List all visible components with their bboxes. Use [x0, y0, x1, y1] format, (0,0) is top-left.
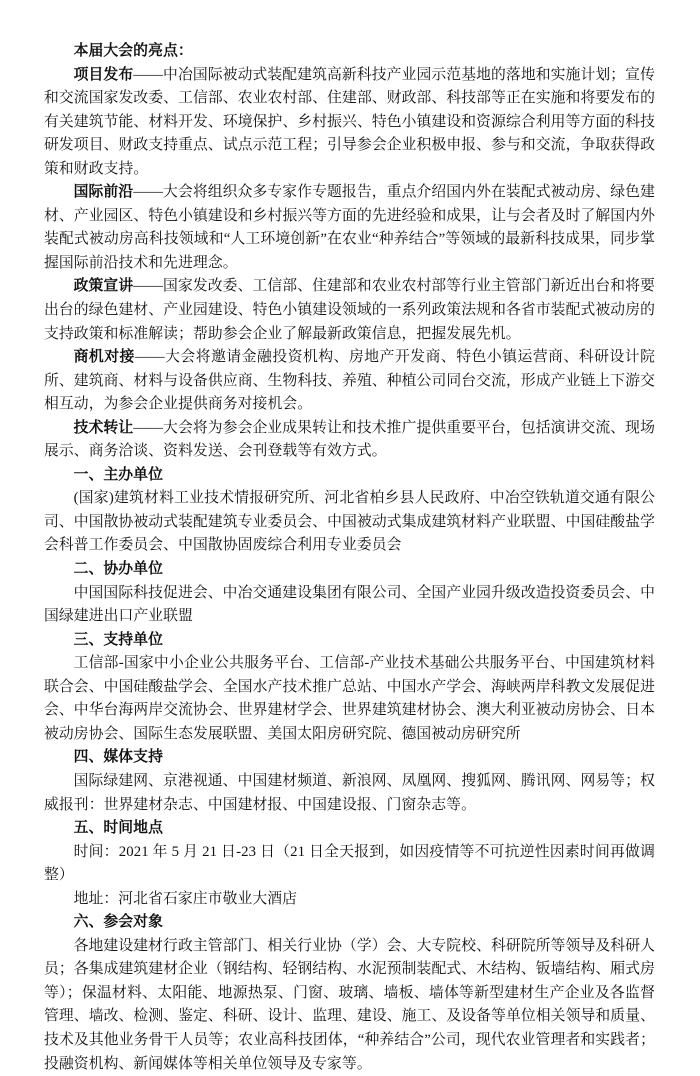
- highlight-paragraph-international-frontier: [44, 181, 655, 275]
- section-heading-supporting-units: 三、支持单位: [73, 631, 163, 648]
- highlight-text-technology-transfer: ——大会将为参会企业成果转让和技术推广提供重要平台，包括演讲交流、现场展示、商务洽谈、资料发送、会刊登载等有效方式。: [44, 419, 655, 460]
- highlight-paragraph-project-release: [44, 64, 655, 182]
- highlight-lead-international-frontier: 国际前沿: [73, 184, 134, 201]
- section-paragraph-co-organizers: 中国国际科技促进会、中冶交通建设集团有限公司、全国产业园升级改造投资委员会、中国绿建进出口产业联盟: [44, 584, 655, 625]
- highlight-lead-project-release: 项目发布: [73, 66, 134, 83]
- highlight-text-policy-briefing: ——国家发改委、工信部、住建部和农业农村部等行业主管部门新近出台和将要出台的绿色建材、产业园建设、特色小镇建设领域的一系列政策法规和各省市装配式被动房的支持政策和标准解读；帮助参会企业了解最新政策信息，把握发展先机。: [44, 278, 655, 342]
- section-paragraph-address: 地址：河北省石家庄市敬业大酒店: [73, 890, 298, 907]
- section-paragraph-media-support: 国际绿建网、京港视通、中国建材频道、新浪网、凤凰网、搜狐网、腾讯网、网易等；权威报刊：世界建材杂志、中国建材报、中国建设报、门窗杂志等。: [44, 772, 655, 813]
- section-paragraph-participants: 各地建设建材行政主管部门、相关行业协（学）会、大专院校、科研院所等领导及科研人员；各集成建筑建材企业（钢结构、轻钢结构、水泥预制装配式、木结构、钣墙结构、厢式房等）；保温材料、太阳能、地源热泵、门窗、玻璃、墙板、墙体等新型建材生产企业及各监督管理、墙改、检测、鉴定、科研、设计、监理、建设、施工、及设备等单位相关领导和质量、技术及其他业务骨干人员等；农业高科技团体，“种养结合”公司，现代农业管理者和实践者；投融资机构、新闻媒体等相关单位领导及专家等。: [44, 937, 655, 1072]
- section-heading-participants: 六、参会对象: [73, 914, 163, 931]
- section-paragraph-organizers: (国家)建筑材料工业技术情报研究所、河北省柏乡县人民政府、中冶空铁轨道交通有限公司、中国散协被动式装配建筑专业委员会、中国被动式集成建筑材料产业联盟、中国硅酸盐学会科普工作委员会、中国散协固废综合利用专业委员会: [44, 490, 655, 554]
- highlights-title: 本届大会的亮点：: [73, 43, 193, 59]
- highlight-lead-technology-transfer: 技术转让: [73, 419, 134, 436]
- highlight-text-business-matching: ——大会将邀请金融投资机构、房地产开发商、特色小镇运营商、科研设计院所、建筑商、材料与设备供应商、生物科技、养殖、种植公司同台交流，形成产业链上下游交相互动，为参会企业提供商务对接机会。: [44, 349, 655, 413]
- highlight-text-project-release: ——中冶国际被动式装配建筑高新科技产业园示范基地的落地和实施计划；宣传和交流国家发改委、工信部、农业农村部、住建部、财政部、科技部等正在实施和将要发布的有关建筑节能、材料开发、环境保护、乡村振兴、特色小镇建设和资源综合利用等方面的科技研发项目、财政支持重点、试点示范工程；引导参会企业积极申报、参与和交流，争取获得政策和财政支持。: [44, 66, 655, 177]
- section-paragraph-supporting-units: 工信部-国家中小企业公共服务平台、工信部-产业技术基础公共服务平台、中国建筑材料联合会、中国硅酸盐学会、全国水产技术推广总站、中国水产学会、海峡两岸科教文发展促进会、中华台海两岸交流协会、世界建材学会、世界建筑建材协会、澳大利亚被动房协会、日本被动房协会、国际生态发展联盟、美国太阳房研究院、德国被动房研究所: [44, 655, 655, 742]
- highlight-paragraph-business-matching: [44, 346, 655, 417]
- highlight-paragraph-technology-transfer: [44, 417, 655, 464]
- section-paragraph-time: 时间：2021 年 5 月 21 日-23 日（21 日全天报到，如因疫情等不可抗逆性因素时间再做调整）: [44, 843, 655, 884]
- section-heading-organizers: 一、主办单位: [73, 466, 163, 483]
- highlight-paragraph-policy-briefing: [44, 275, 655, 346]
- highlight-text-international-frontier: ——大会将组织众多专家作专题报告，重点介绍国内外在装配式被动房、绿色建材、产业园区、特色小镇建设和乡村振兴等方面的先进经验和成果，让与会者及时了解国内外装配式被动房高科技领域和“人工环境创新”在农业“种养结合”等领域的最新科技成果，同步掌握国际前沿技术和先进理念。: [44, 184, 655, 271]
- section-heading-time-place: 五、时间地点: [73, 820, 163, 837]
- section-heading-media-support: 四、媒体支持: [73, 749, 163, 766]
- highlight-lead-business-matching: 商机对接: [73, 349, 135, 366]
- highlight-lead-policy-briefing: 政策宣讲: [73, 278, 134, 295]
- section-heading-co-organizers: 二、协办单位: [73, 561, 163, 578]
